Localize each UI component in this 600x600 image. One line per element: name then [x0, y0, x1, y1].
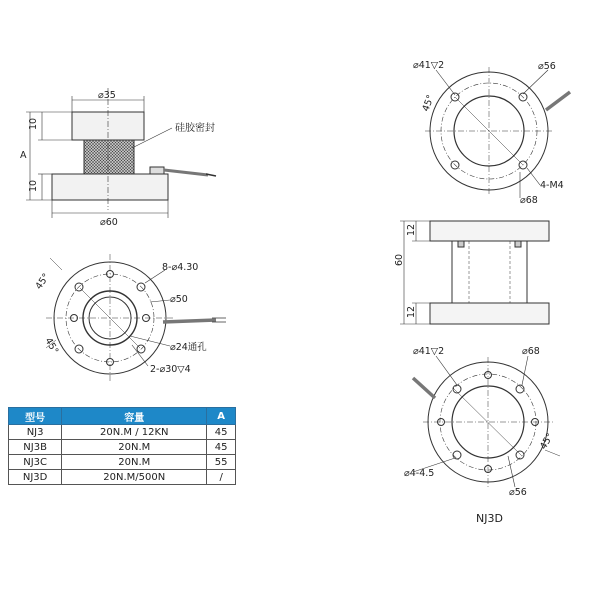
cable [163, 320, 216, 322]
header-capacity: 容量 [62, 408, 207, 425]
nj3d-bottom-pcd: ⌀56 [509, 487, 527, 498]
front-view [26, 88, 216, 218]
cell-a: / [207, 470, 236, 485]
nj3d-bottom-counterbore: ⌀41▽2 [413, 346, 445, 357]
nj3d-top-view [425, 67, 570, 198]
base-flange [52, 174, 168, 200]
bolt-head [458, 241, 464, 247]
nj3d-side-height: 60 [394, 253, 405, 266]
nj3d-bottom-outer: ⌀68 [522, 346, 540, 357]
bottom-view [46, 254, 226, 382]
bottom-flange-dim: 10 [28, 179, 39, 192]
table-row [9, 440, 236, 455]
nj3d-side-bottom-flange: 12 [406, 305, 417, 318]
bolt-head [515, 241, 521, 247]
nj3d-top-pcd: ⌀68 [520, 195, 538, 206]
cell-model: NJ3C [9, 455, 62, 470]
top-flange [430, 221, 549, 241]
shaft-body [452, 241, 527, 303]
through-hole-label: ⌀24通孔 [170, 342, 207, 353]
angle-top-label: 45° [33, 271, 53, 292]
nj3d-caption: NJ3D [476, 512, 503, 525]
table-row [9, 470, 236, 485]
top-flange-dim: 10 [28, 117, 39, 130]
nj3d-side-top-flange: 12 [406, 223, 417, 236]
bottom-flange [430, 303, 549, 324]
top-diameter-label: ⌀35 [98, 90, 116, 101]
nj3d-bottom-angle: 45° [538, 431, 557, 452]
cell-capacity: 20N.M / 12KN [62, 425, 207, 440]
model-spec-table [8, 407, 236, 485]
cell-a: 45 [207, 425, 236, 440]
cell-a: 45 [207, 440, 236, 455]
silicone-seal-body [84, 140, 134, 174]
cell-a: 55 [207, 455, 236, 470]
nj3d-bottom-view [413, 356, 560, 487]
cell-model: NJ3 [9, 425, 62, 440]
header-model: 型号 [9, 408, 62, 425]
cell-model: NJ3B [9, 440, 62, 455]
cell-capacity: 20N.M/500N [62, 470, 207, 485]
header-a: A [207, 408, 236, 425]
table-row [9, 425, 236, 440]
height-a-label: A [20, 150, 27, 161]
counterbore-label: 2-⌀30▽4 [150, 364, 191, 375]
angle-side-label: 45° [42, 336, 61, 357]
table-header-row [9, 408, 236, 425]
cable [164, 170, 208, 175]
nj3d-top-counterbore: ⌀41▽2 [413, 60, 445, 71]
seal-note: 硅胶密封 [175, 123, 215, 134]
mounting-hole [453, 451, 461, 459]
table-row [9, 455, 236, 470]
cable [546, 92, 570, 110]
cell-capacity: 20N.M [62, 440, 207, 455]
nj3d-top-outer: ⌀56 [538, 61, 556, 72]
cell-model: NJ3D [9, 470, 62, 485]
base-diameter-label: ⌀60 [100, 217, 118, 228]
cable-gland [150, 167, 164, 174]
nj3d-bottom-holes: ⌀4-4.5 [404, 468, 435, 479]
cell-capacity: 20N.M [62, 455, 207, 470]
nj3d-side-view [400, 221, 549, 324]
pcd-label: ⌀50 [170, 294, 188, 305]
bolt-holes-label: 8-⌀4.30 [162, 262, 199, 273]
cable [413, 378, 435, 398]
nj3d-top-angle: 45° [420, 93, 437, 114]
nj3d-top-thread: 4-M4 [540, 180, 564, 191]
